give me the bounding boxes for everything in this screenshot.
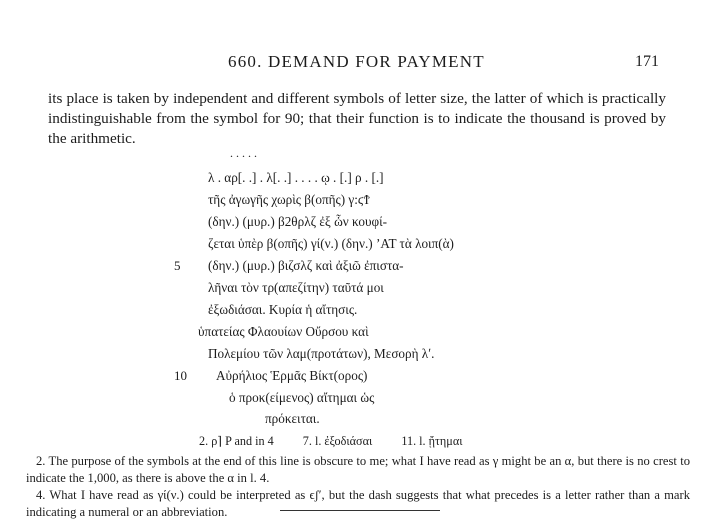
greek-line: πρόκειται. (265, 411, 320, 426)
commentary-note: 2. The purpose of the symbols at the end of this line is obscure to me; what I have read as γ might be an α, but there is no crest to indicate the 1,000, as there is above the α in l. 4. (26, 454, 690, 485)
line-number: 10 (174, 368, 187, 383)
running-head-title: 660. DEMAND FOR PAYMENT (228, 52, 485, 71)
apparatus-entry: 11. l. ᾔτημαι (401, 434, 463, 448)
intro-paragraph: its place is taken by independent and different symbols of letter size, the latter of which is practically indistinguishable from the symbol for 90; that their function is to indicate the thousand is proved by the arithmetic. (48, 90, 666, 147)
greek-line: (δην.) (μυρ.) β2θρλζ ἐξ ὧν κουφί- (208, 214, 388, 229)
line-number: 5 (174, 258, 181, 273)
apparatus-entry: 7. l. ἐξοδιάσαι (302, 434, 373, 448)
greek-line: ὁ προκ(είμενος) αἴτημαι ὡς (229, 390, 375, 405)
critical-apparatus (199, 434, 488, 449)
greek-line: Αὐρήλιος Ἑρμᾶς Βίκτ(ορος) (216, 368, 368, 383)
greek-line: ζεται ὑπὲρ β(οπῆς) γί(ν.) (δην.) ʼΑΤ τὰ λοιπ(ὰ) (208, 236, 454, 251)
commentary-note: 4. What I have read as γί(ν.) could be interpreted as ϵʃʹ, but the dash suggests that what precedes is a letter rather than a mark indicating a numeral or an abbreviation. (26, 488, 690, 519)
page-number: 171 (635, 53, 659, 70)
lacuna-dots-row: . . . . . (230, 146, 257, 160)
greek-line: λῆναι τὸν τρ(απεζίτην) ταῦτά μοι (208, 280, 384, 295)
footer-rule (280, 510, 440, 511)
greek-line: Πολεμίου τῶν λαμ(προτάτων), Μεσορὴ λʹ. (208, 346, 435, 361)
greek-line: ὑπατείας Φλαουίων Οὔρσου καὶ (198, 324, 369, 339)
greek-line: τῆς ἀγωγῆς χωρὶς β(οπῆς) γ:ϛϮ (208, 192, 370, 207)
apparatus-entry: 2. ρ⌉ P and in 4 (199, 434, 274, 448)
greek-line: λ . αρ[. .] . λ[. .] . . . . ῳ . [.] ρ . [.] (208, 170, 384, 185)
greek-line: (δην.) (μυρ.) βιζσλζ καὶ ἀξιῶ ἐπιστα- (208, 258, 404, 273)
greek-line: ἐξωδιάσαι. Κυρία ἡ αἴτησις. (208, 302, 358, 317)
